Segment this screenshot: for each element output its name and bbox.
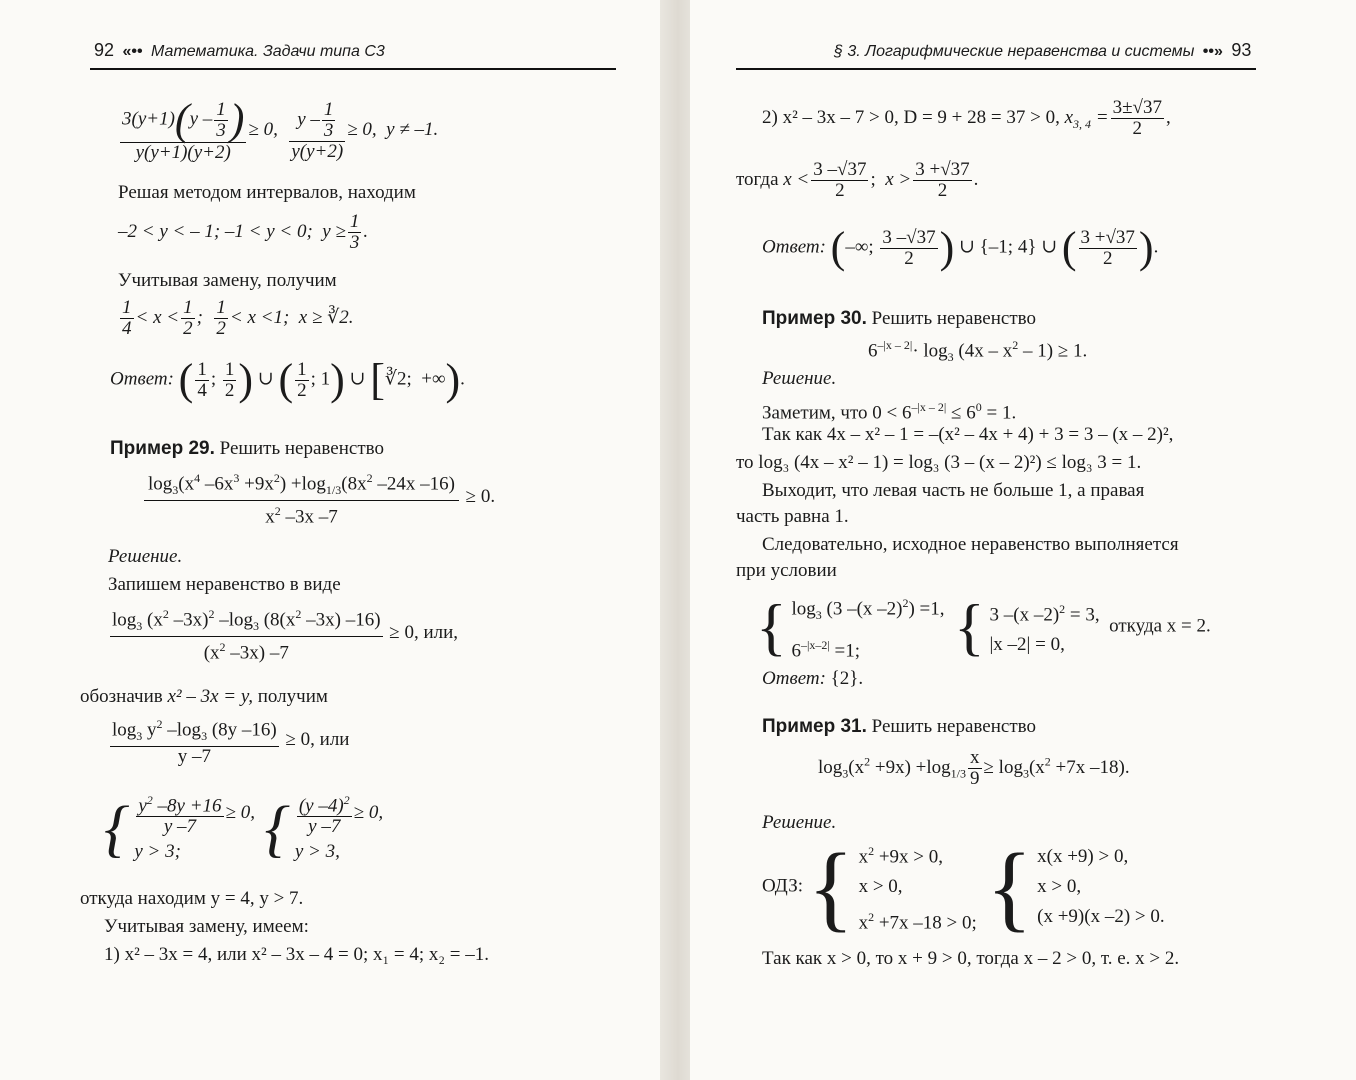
text-or-2: или (319, 728, 350, 750)
text-interval-method: Решая методом интервалов, находим (118, 182, 416, 203)
formula-example-31: $\log_3(x^2 +9x) +\log_{1/3}$ $\frac{x}{9}$ ≥ $\log_3(x^2 +7x$ –18). (818, 747, 1130, 789)
answer-example-30 (762, 668, 863, 690)
example-29-label: Пример 29. (110, 438, 215, 459)
denote-suffix: получим (257, 686, 328, 707)
example-29-heading (110, 438, 384, 460)
example-31-heading (762, 716, 1036, 738)
example-31-label: Пример 31. (762, 716, 867, 737)
formula-x-intervals: $\frac{1}{4}$ < x < $\frac{1}{2}$ ; $\frac{1}{2}$ < x <1; x ≥ ∛2. (122, 297, 354, 339)
text-then: тогда (736, 168, 779, 190)
right-page-number: 93 (1231, 40, 1252, 60)
left-header-title: Математика. Задачи типа С3 (151, 43, 385, 60)
denote-prefix: обозначив (80, 686, 163, 707)
example-30-heading (762, 308, 1036, 330)
formula-rewritten: $\frac{\log_3 (x^2 -3x)^2 -\log_3 (8(x^2 -3x) -16)}{(x^2 -3x) -7}$ ≥ 0, или, (108, 604, 458, 663)
notice-text: Заметим, что 0 < 6 (762, 402, 912, 424)
text-consequently: Следовательно, исходное неравенство выполняется (762, 534, 1179, 555)
formula-in-y: $\frac{\log_3 y^2 -\log_3 (8y -16)}{y -7}$ ≥ 0, или (108, 714, 349, 767)
answer-example-29: Ответ: (–∞; $\frac{3 -√37}{2}$ ) ∪ {–1; 4} ∪ ( $\frac{3 +√37}{2}$ ). (762, 223, 1159, 272)
text-write-as: Запишем неравенство в виде (108, 574, 341, 595)
text-since: Так как 4x – x² – 1 = –(x² – 4x + 4) + 3 = 3 – (x – 2)², (762, 424, 1174, 445)
text-then-log: то log₃ (4x – x² – 1) = log₃ (3 – (x – 2)²) ≤ log₃ 3 = 1. (736, 452, 1142, 473)
example-31-task: Решить неравенство (871, 716, 1036, 737)
example-30-label: Пример 30. (762, 308, 867, 329)
text-considering: Учитывая замену, имеем: (104, 916, 309, 937)
right-header-marks: ••» (1202, 43, 1223, 60)
answer-previous-example: Ответ: ( $\frac{1}{4}$ ; $\frac{1}{2}$ ) ∪ ( $\frac{1}{2}$ ; 1) ∪ [∛2; +∞). (110, 355, 465, 404)
example-29-task: Решить неравенство (219, 438, 384, 459)
left-header-marks: «•• (122, 43, 143, 60)
text-whence-y: откуда находим y = 4, y > 7. (80, 888, 304, 909)
text-substitution: Учитывая замену, получим (118, 270, 337, 291)
odz-label: ОДЗ: (762, 875, 804, 897)
formula-system-30: { $\log_3 (3$ –(x –2)$^2$) =1, $6^{-|x-2|} =1$; { 3 –(x –2)$^2$ = 3, |x –2| = 0, откуда x = 2. (756, 591, 1211, 663)
text-notice: Заметим, что $0 < 6^{-|x - 2|} \le 6^0 = 1$. (762, 400, 1017, 424)
formula-y-intervals: –2 < y < – 1; –1 < y < 0; y ≥ $\frac{1}{3}$ . (118, 211, 369, 253)
text-turns-out: Выходит, что левая часть не больше 1, а правая (762, 480, 1145, 501)
case-2-text: 2) x² – 3x – 7 > 0, D = 9 + 28 = 37 > 0, (762, 106, 1060, 128)
left-header-rule (90, 68, 616, 70)
left-page-number: 92 (94, 40, 115, 60)
denote-expression: x² – 3x = y, (167, 686, 253, 707)
text-equals-one: часть равна 1. (736, 506, 849, 527)
answer-30-value: {2}. (830, 668, 864, 689)
example-30-task: Решить неравенство (871, 308, 1036, 329)
text-case-1: 1) x² – 3x = 4, или x² – 3x – 4 = 0; x₁ = 4; x₂ = –1. (104, 944, 489, 965)
formula-example-29: $\frac{\log_3(x^4 -6x^3 +9x^2) +\log_{1/3}(8x^2 -24x -16)}{x^2 -3x -7}$ ≥ 0. (142, 468, 495, 527)
solution-label-29: Решение. (108, 546, 183, 567)
formula-odz: ОДЗ: { $x^2 +9x > 0$, x > 0, $x^2 +7x$ –18 > 0; { x(x +9) > 0, x > 0, (x +9)(x –2) > 0. (762, 833, 1165, 941)
formula-example-30: $6^{-|x - 2|}\cdot \log_3 (4x - x^2 - 1) \ge 1$. (868, 338, 1088, 365)
text-whence-x: откуда x = 2. (1109, 615, 1211, 637)
text-case-2: 2) x² – 3x – 7 > 0, D = 9 + 28 = 37 > 0, $x_{3, 4}$ = $\frac{3\pm√37}{2}$ , (762, 97, 1171, 139)
left-running-header (94, 40, 385, 61)
solution-label-31: Решение. (762, 812, 837, 833)
answer-30-label: Ответ: (762, 668, 826, 689)
formula-systems-y: { $\frac{y^2 -8y +16}{y -7}$ ≥ 0, y > 3; { $\frac{(y -4)^2}{y -7}$ ≥ 0, y > 3, (104, 790, 383, 867)
text-or: или, (423, 622, 459, 644)
text-denote (80, 686, 328, 708)
right-header-title: § 3. Логарифмические неравенства и системы (834, 43, 1195, 60)
right-header-rule (736, 68, 1256, 70)
formula-fraction-inequality: 3(y+1)(y – $\frac{1}{3}$ ) y(y+1)(y+2) ≥ 0, y – $\frac{1}{3}$ y(y+2) ≥ 0, y ≠ –1. (122, 95, 439, 163)
right-running-header (834, 40, 1251, 61)
text-under-condition: при условии (736, 560, 837, 581)
text-final: Так как x > 0, то x + 9 > 0, тогда x – 2 > 0, т. е. x > 2. (762, 948, 1180, 969)
answer-29-label: Ответ: (762, 236, 826, 258)
answer-label: Ответ: (110, 368, 174, 390)
formula-then-x: тогда x < $\frac{3 -√37}{2}$ ; x > $\frac{3 +√37}{2}$ . (736, 159, 979, 201)
solution-label-30: Решение. (762, 368, 837, 389)
